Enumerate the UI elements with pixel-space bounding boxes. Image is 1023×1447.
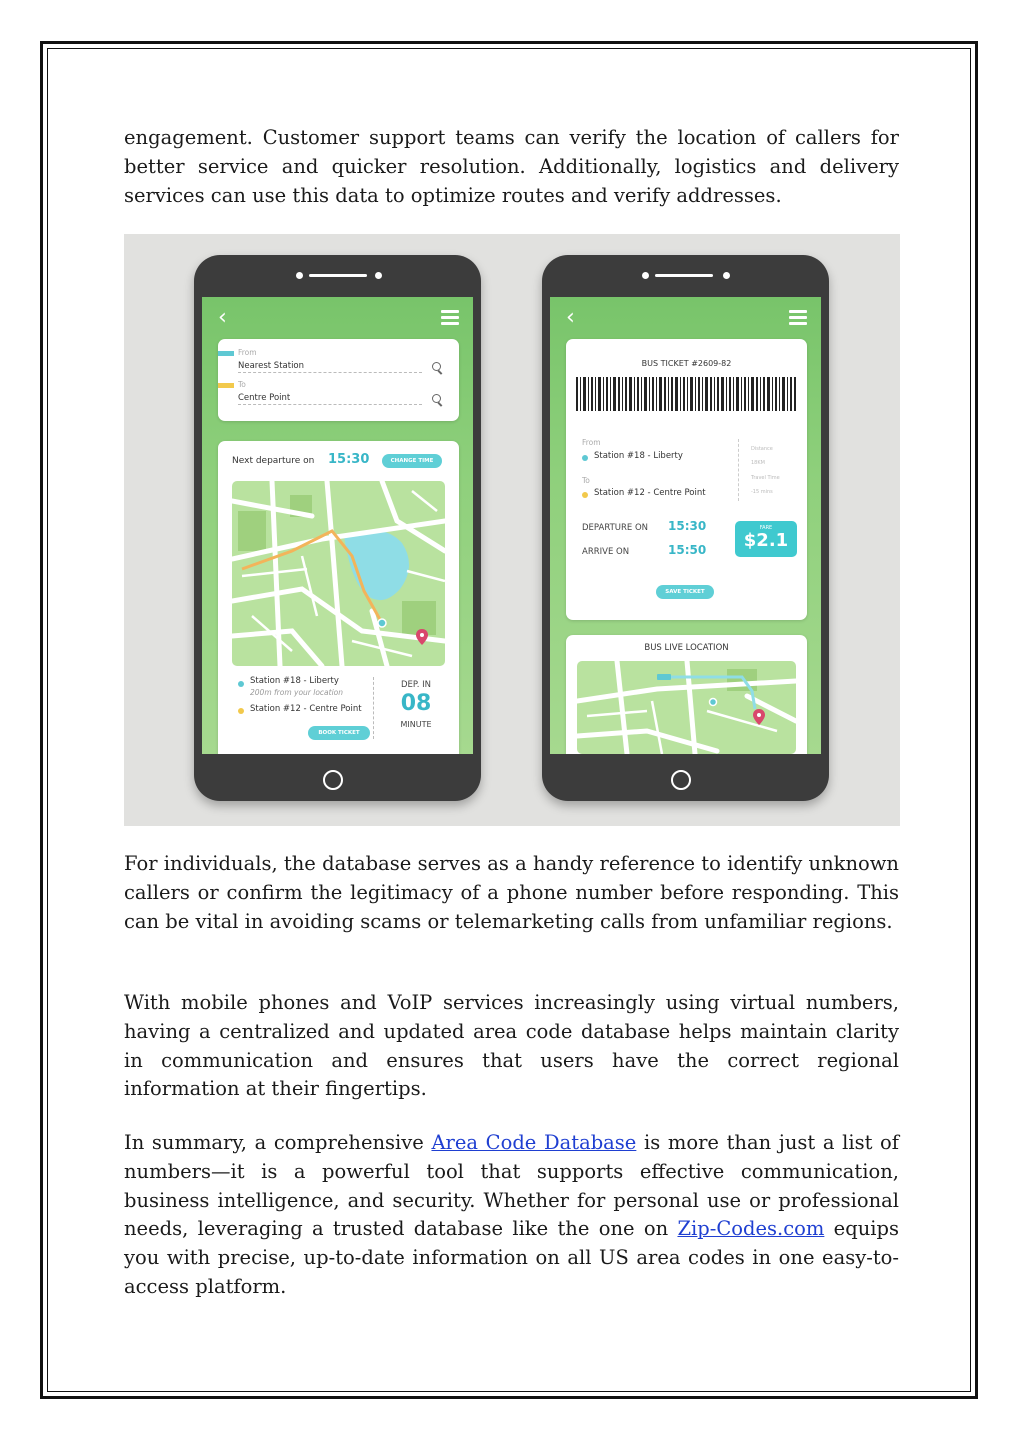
- search-icon[interactable]: [432, 362, 441, 371]
- arrive-time: 15:50: [668, 543, 707, 557]
- fare-badge: [735, 521, 797, 557]
- home-button[interactable]: [671, 770, 691, 790]
- ticket-title: BUS TICKET #2609-82: [641, 359, 732, 368]
- route-map: [232, 481, 445, 666]
- departure-time: 15:30: [668, 519, 707, 533]
- from-field[interactable]: Nearest Station: [238, 361, 422, 373]
- bus-icon: [657, 674, 671, 680]
- from-label: From: [238, 348, 257, 357]
- park-area: [727, 669, 757, 691]
- distance-value: 18KM: [751, 460, 765, 466]
- camera-dot: [296, 272, 303, 279]
- distance-label: Distance: [751, 446, 773, 452]
- summary-text-start: In summary, a comprehensive: [124, 1131, 432, 1154]
- park-area: [238, 511, 266, 551]
- home-button[interactable]: [323, 770, 343, 790]
- dep-in-label: DEP. IN: [401, 680, 431, 690]
- arrive-label: ARRIVE ON: [582, 547, 630, 557]
- stop-destination-dot: [238, 708, 244, 714]
- to-label: To: [238, 380, 246, 389]
- fare-label: FARE: [759, 525, 773, 531]
- next-departure-time: 15:30: [328, 452, 370, 467]
- left-phone-screen: [202, 297, 473, 754]
- travel-time-label: Travel Time: [751, 475, 780, 481]
- live-location-title: BUS LIVE LOCATION: [644, 643, 729, 653]
- book-ticket-button[interactable]: BOOK TICKET: [308, 726, 370, 740]
- departure-label: DEPARTURE ON: [582, 523, 649, 533]
- live-location-map: [577, 661, 796, 754]
- summary-text-middle: is more than just a list of numbers—it is a powerful tool that supports effective communication, business intelligence, and security. Whether for personal use or professional needs, leveraging a trusted database like the one on: [124, 1131, 899, 1241]
- to-field[interactable]: Centre Point: [238, 393, 422, 405]
- divider: [373, 677, 374, 739]
- fare-value: $2.1: [743, 530, 789, 551]
- speaker-grille: [655, 274, 713, 277]
- right-phone-screen: [550, 297, 821, 754]
- to-label: To: [582, 476, 590, 485]
- stop-origin-name: Station #18 - Liberty: [250, 676, 339, 686]
- left-phone: [194, 255, 481, 801]
- divider: [738, 439, 739, 501]
- departure-card: [218, 441, 459, 754]
- barcode: [576, 377, 797, 411]
- travel-time-value: -15 mins: [751, 489, 773, 495]
- stop-origin-distance: 200m from your location: [250, 688, 344, 697]
- back-chevron-icon[interactable]: ‹: [218, 305, 227, 330]
- right-phone: [542, 255, 829, 801]
- next-departure-label: Next departure on: [232, 456, 315, 466]
- back-chevron-icon[interactable]: ‹: [566, 305, 575, 330]
- paragraph-intro: engagement. Customer support teams can verify the location of callers for better service and quicker resolution. Additionally, logistics and delivery services can use this data to optimize routes and verify addresses.: [124, 126, 899, 207]
- stop-origin-dot: [238, 681, 244, 687]
- bus-ticket-card: [566, 339, 807, 620]
- bus-live-location-card: [566, 635, 807, 754]
- dep-in-unit: MINUTE: [400, 720, 432, 729]
- area-code-database-link[interactable]: Area Code Database: [431, 1131, 637, 1154]
- sensor-dot: [375, 272, 382, 279]
- change-time-button[interactable]: CHANGE TIME: [382, 454, 442, 468]
- paragraph-individuals: For individuals, the database serves as a handy reference to identify unknown callers or confirm the legitimacy of a phone number before responding. This can be vital in avoiding scams or telemarketing calls from unfamiliar regions.: [124, 852, 899, 933]
- save-ticket-button[interactable]: SAVE TICKET: [656, 585, 714, 599]
- search-icon[interactable]: [432, 394, 441, 403]
- hamburger-menu-icon[interactable]: [441, 310, 459, 324]
- hamburger-menu-icon[interactable]: [789, 310, 807, 324]
- to-station-dot: [582, 492, 588, 498]
- zip-codes-link[interactable]: Zip-Codes.com: [677, 1217, 825, 1241]
- paragraph-summary: [124, 1129, 899, 1302]
- from-station: Station #18 - Liberty: [594, 451, 683, 461]
- dep-in-value: 08: [400, 691, 432, 716]
- paragraph-voip: With mobile phones and VoIP services increasingly using virtual numbers, having a centralized and updated area code database helps maintain clarity in communication and ensures that users have the correct regional information at their fingertips.: [124, 991, 899, 1101]
- from-marker: [218, 351, 234, 356]
- to-marker: [218, 383, 234, 388]
- summary-text-end: equips you with precise, up-to-date information on all US area codes in one easy-to-access platform.: [124, 1217, 899, 1298]
- camera-dot: [642, 272, 649, 279]
- to-station: Station #12 - Centre Point: [594, 488, 706, 498]
- bus-location-marker: [378, 619, 386, 627]
- bus-app-illustration: [124, 234, 900, 826]
- stop-destination-name: Station #12 - Centre Point: [250, 704, 362, 714]
- from-station-dot: [582, 455, 588, 461]
- bus-location-marker: [710, 699, 717, 706]
- sensor-dot: [723, 272, 730, 279]
- speaker-grille: [309, 274, 367, 277]
- from-label: From: [582, 438, 601, 447]
- route-search-card: [218, 339, 459, 421]
